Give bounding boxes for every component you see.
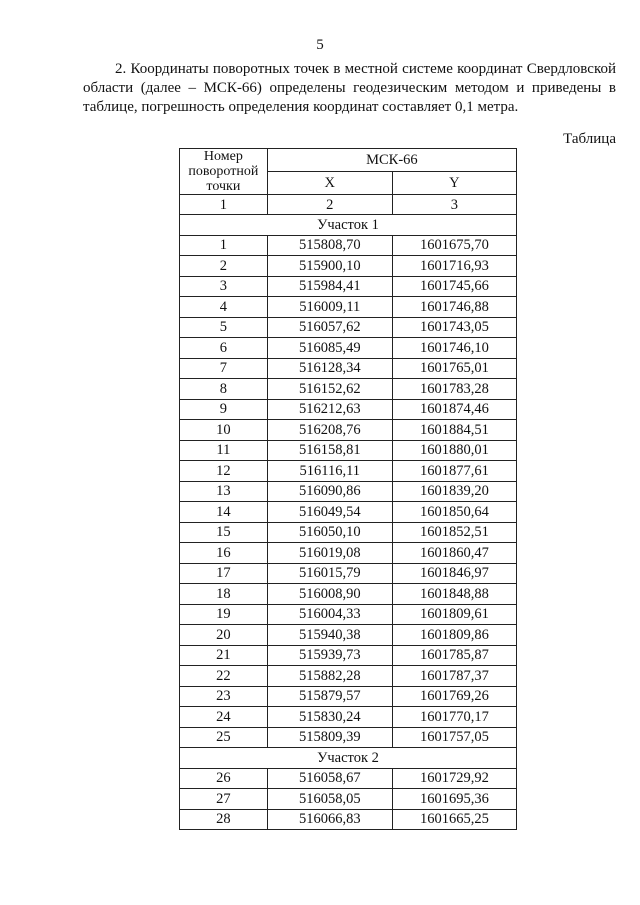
y-coordinate-cell: 1601852,51 [392,522,516,543]
x-coordinate-cell: 515939,73 [267,645,392,666]
table-row [180,440,517,461]
point-number-cell: 10 [180,420,268,441]
table-row [180,338,517,359]
y-coordinate-cell: 1601746,10 [392,338,516,359]
x-coordinate-cell: 516057,62 [267,317,392,338]
y-coordinate-cell: 1601746,88 [392,297,516,318]
section-row [180,748,517,769]
table-row [180,399,517,420]
table-row [180,379,517,400]
x-coordinate-cell: 516009,11 [267,297,392,318]
table-row [180,768,517,789]
point-number-cell: 12 [180,461,268,482]
x-coordinate-cell: 516049,54 [267,502,392,523]
coordinates-table [179,148,517,830]
point-number-cell: 15 [180,522,268,543]
y-coordinate-cell: 1601809,86 [392,625,516,646]
x-coordinate-cell: 516058,67 [267,768,392,789]
body-paragraph: 2. Координаты поворотных точек в местной системе координат Свердловской области (далее – МСК-66) определены геодезическим методом и приведены в таблице, погрешность определения координат составляет 0,1 метра. [83,61,616,115]
point-number-cell: 23 [180,686,268,707]
x-coordinate-cell: 516066,83 [267,809,392,830]
header-coordinate-system: МСК-66 [267,149,516,172]
x-coordinate-cell: 515830,24 [267,707,392,728]
y-coordinate-cell: 1601785,87 [392,645,516,666]
point-number-cell: 7 [180,358,268,379]
table-row [180,727,517,748]
table-row [180,276,517,297]
table-row [180,297,517,318]
header-y: Y [392,172,516,195]
table-row [180,235,517,256]
y-coordinate-cell: 1601860,47 [392,543,516,564]
y-coordinate-cell: 1601765,01 [392,358,516,379]
point-number-cell: 9 [180,399,268,420]
y-coordinate-cell: 1601729,92 [392,768,516,789]
x-coordinate-cell: 515900,10 [267,256,392,277]
table-row [180,420,517,441]
table-row [180,645,517,666]
table-row [180,686,517,707]
y-coordinate-cell: 1601877,61 [392,461,516,482]
y-coordinate-cell: 1601884,51 [392,420,516,441]
point-number-cell: 28 [180,809,268,830]
y-coordinate-cell: 1601787,37 [392,666,516,687]
table-row [180,707,517,728]
y-coordinate-cell: 1601809,61 [392,604,516,625]
x-coordinate-cell: 516004,33 [267,604,392,625]
y-coordinate-cell: 1601757,05 [392,727,516,748]
section-title: Участок 1 [180,215,517,236]
table-header [180,149,517,215]
y-coordinate-cell: 1601695,36 [392,789,516,810]
x-coordinate-cell: 516058,05 [267,789,392,810]
table-caption: Таблица [563,131,616,147]
table-row [180,317,517,338]
x-coordinate-cell: 516116,11 [267,461,392,482]
point-number-cell: 17 [180,563,268,584]
point-number-cell: 11 [180,440,268,461]
x-coordinate-cell: 516090,86 [267,481,392,502]
point-number-cell: 14 [180,502,268,523]
table-row [180,522,517,543]
x-coordinate-cell: 516050,10 [267,522,392,543]
header-x: X [267,172,392,195]
x-coordinate-cell: 515808,70 [267,235,392,256]
y-coordinate-cell: 1601770,17 [392,707,516,728]
x-coordinate-cell: 516008,90 [267,584,392,605]
column-number-3: 3 [392,195,516,215]
table-row [180,481,517,502]
table-row [180,625,517,646]
table-row [180,809,517,830]
point-number-cell: 20 [180,625,268,646]
x-coordinate-cell: 516212,63 [267,399,392,420]
point-number-cell: 8 [180,379,268,400]
table-row [180,584,517,605]
y-coordinate-cell: 1601716,93 [392,256,516,277]
table-row [180,543,517,564]
y-coordinate-cell: 1601743,05 [392,317,516,338]
x-coordinate-cell: 516152,62 [267,379,392,400]
y-coordinate-cell: 1601874,46 [392,399,516,420]
point-number-cell: 4 [180,297,268,318]
table-row [180,502,517,523]
section-row [180,215,517,236]
point-number-cell: 22 [180,666,268,687]
x-coordinate-cell: 515940,38 [267,625,392,646]
point-number-cell: 3 [180,276,268,297]
x-coordinate-cell: 516128,34 [267,358,392,379]
x-coordinate-cell: 515882,28 [267,666,392,687]
point-number-cell: 27 [180,789,268,810]
x-coordinate-cell: 516015,79 [267,563,392,584]
point-number-cell: 1 [180,235,268,256]
y-coordinate-cell: 1601848,88 [392,584,516,605]
table-row [180,604,517,625]
x-coordinate-cell: 516158,81 [267,440,392,461]
point-number-cell: 19 [180,604,268,625]
y-coordinate-cell: 1601846,97 [392,563,516,584]
point-number-cell: 25 [180,727,268,748]
y-coordinate-cell: 1601783,28 [392,379,516,400]
y-coordinate-cell: 1601880,01 [392,440,516,461]
table-body [180,215,517,830]
point-number-cell: 26 [180,768,268,789]
x-coordinate-cell: 515984,41 [267,276,392,297]
point-number-cell: 16 [180,543,268,564]
point-number-cell: 18 [180,584,268,605]
page-number: 5 [316,37,324,53]
y-coordinate-cell: 1601769,26 [392,686,516,707]
y-coordinate-cell: 1601745,66 [392,276,516,297]
table-row [180,461,517,482]
point-number-cell: 6 [180,338,268,359]
x-coordinate-cell: 515879,57 [267,686,392,707]
table-row [180,666,517,687]
section-title: Участок 2 [180,748,517,769]
column-number-1: 1 [180,195,268,215]
x-coordinate-cell: 516085,49 [267,338,392,359]
table-row [180,789,517,810]
table-row [180,256,517,277]
table-row [180,358,517,379]
x-coordinate-cell: 516019,08 [267,543,392,564]
y-coordinate-cell: 1601665,25 [392,809,516,830]
point-number-cell: 24 [180,707,268,728]
y-coordinate-cell: 1601850,64 [392,502,516,523]
point-number-cell: 13 [180,481,268,502]
column-number-2: 2 [267,195,392,215]
x-coordinate-cell: 516208,76 [267,420,392,441]
point-number-cell: 21 [180,645,268,666]
point-number-cell: 2 [180,256,268,277]
header-point-number: Номер поворотной точки [180,149,268,195]
table-row [180,563,517,584]
y-coordinate-cell: 1601675,70 [392,235,516,256]
x-coordinate-cell: 515809,39 [267,727,392,748]
point-number-cell: 5 [180,317,268,338]
y-coordinate-cell: 1601839,20 [392,481,516,502]
